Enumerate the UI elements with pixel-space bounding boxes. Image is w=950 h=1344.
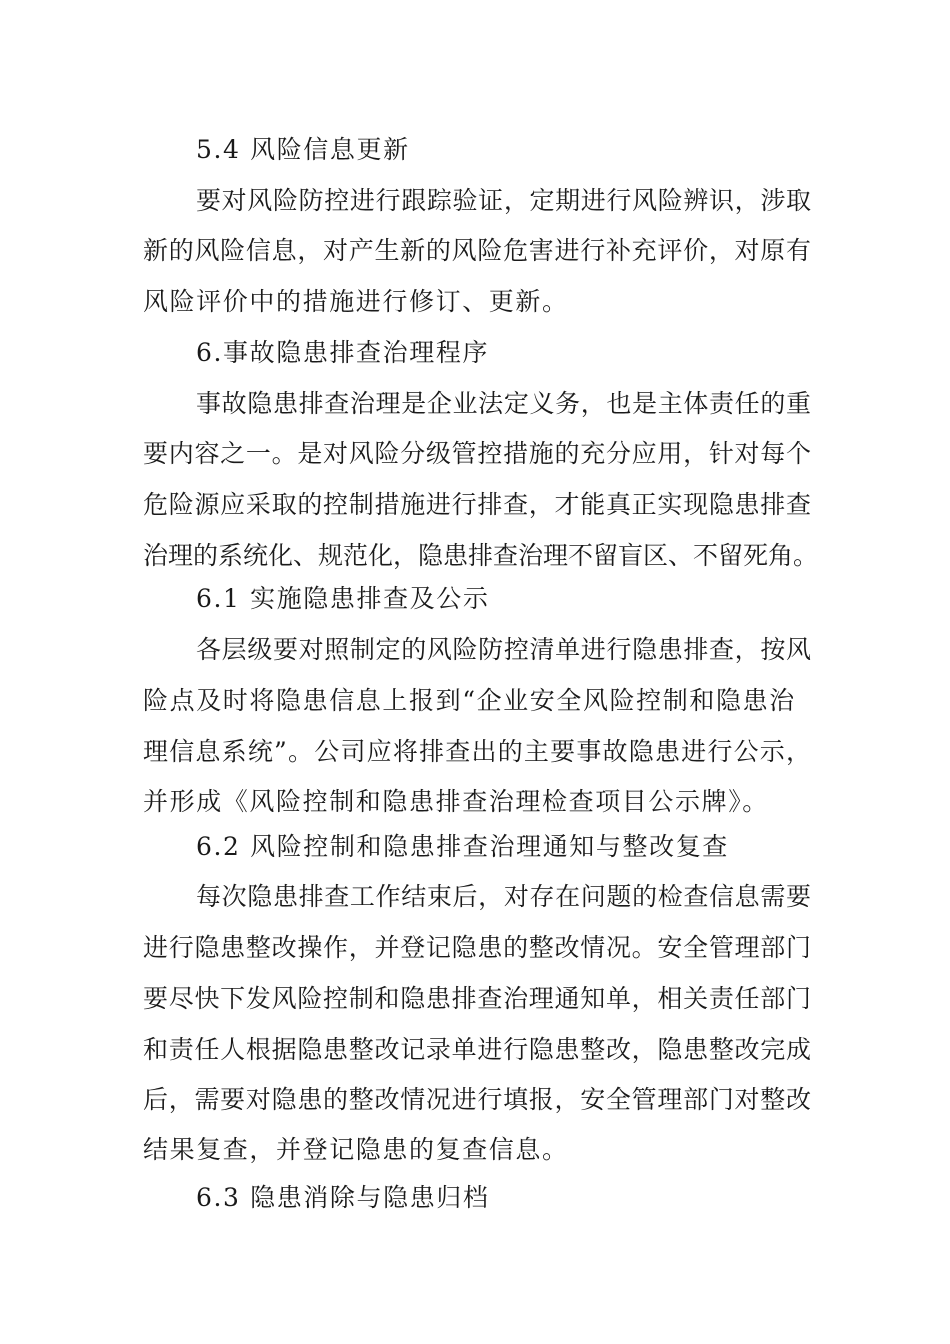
- paragraph-line: 要对风险防控进行跟踪验证，定期进行风险辨识，涉取: [196, 186, 811, 215]
- section-heading-6-1: 6.1 实施隐患排查及公示: [196, 584, 490, 613]
- paragraph-line: 治理的系统化、规范化，隐患排查治理不留盲区、不留死角。: [143, 541, 819, 570]
- paragraph-line: 各层级要对照制定的风险防控清单进行隐患排查，按风: [196, 635, 811, 664]
- section-heading-5-4: 5.4 风险信息更新: [196, 135, 410, 164]
- paragraph-line: 险点及时将隐患信息上报到“企业安全风险控制和隐患治: [143, 686, 796, 715]
- paragraph-line: 后，需要对隐患的整改情况进行填报，安全管理部门对整改: [143, 1085, 811, 1114]
- paragraph-line: 要尽快下发风险控制和隐患排查治理通知单，相关责任部门: [143, 984, 811, 1013]
- paragraph-line: 危险源应采取的控制措施进行排查，才能真正实现隐患排查: [143, 490, 811, 519]
- paragraph-line: 风险评价中的措施进行修订、更新。: [143, 287, 569, 316]
- paragraph-line: 每次隐患排查工作结束后，对存在问题的检查信息需要: [196, 882, 811, 911]
- paragraph-line: 要内容之一。是对风险分级管控措施的充分应用，针对每个: [143, 439, 811, 468]
- paragraph-line: 事故隐患排查治理是企业法定义务，也是主体责任的重: [196, 389, 811, 418]
- paragraph-line: 并形成《风险控制和隐患排查治理检查项目公示牌》。: [143, 787, 769, 816]
- section-heading-6-2: 6.2 风险控制和隐患排查治理通知与整改复查: [196, 832, 729, 861]
- paragraph-line: 和责任人根据隐患整改记录单进行隐患整改，隐患整改完成: [143, 1035, 811, 1064]
- section-heading-6: 6.事故隐患排查治理程序: [196, 338, 490, 367]
- section-heading-6-3: 6.3 隐患消除与隐患归档: [196, 1183, 490, 1212]
- paragraph-line: 结果复查，并登记隐患的复查信息。: [143, 1135, 569, 1164]
- paragraph-line: 理信息系统”。公司应将排查出的主要事故隐患进行公示，: [143, 737, 811, 766]
- paragraph-line: 进行隐患整改操作，并登记隐患的整改情况。安全管理部门: [143, 933, 811, 962]
- paragraph-line: 新的风险信息，对产生新的风险危害进行补充评价，对原有: [143, 236, 811, 265]
